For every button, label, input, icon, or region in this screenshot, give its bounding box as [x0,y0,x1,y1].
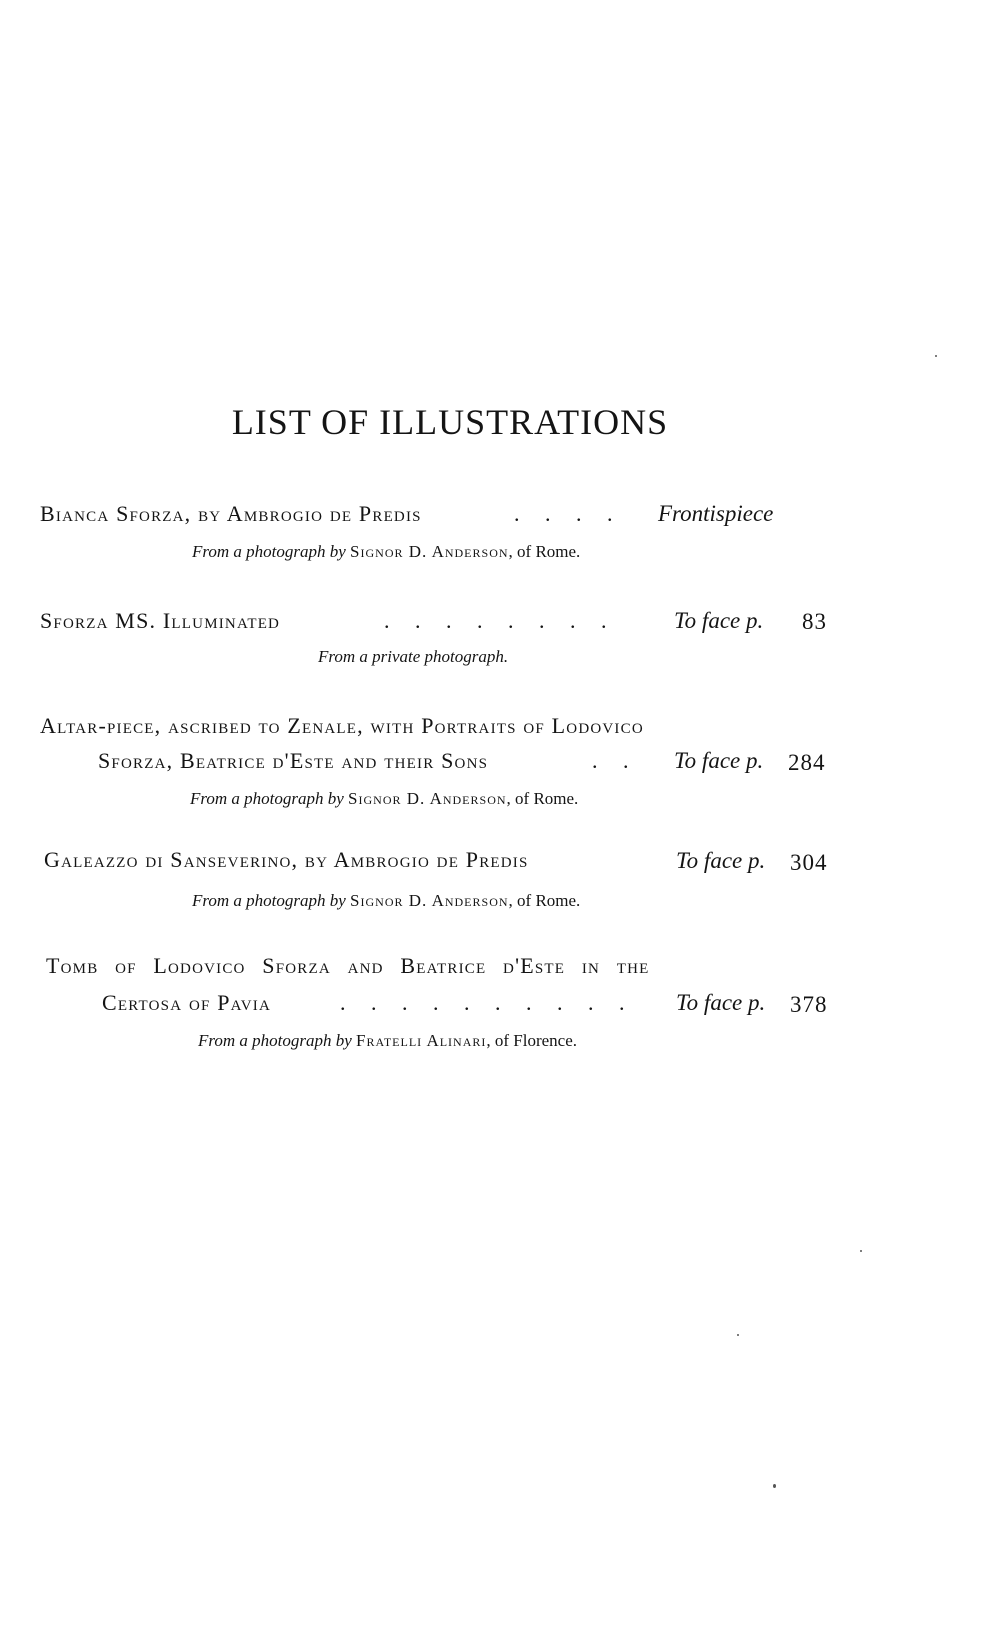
leader-dots: . . . . [514,501,623,526]
entry-placement: Frontispiece [658,501,774,526]
credit-name: Signor D. Anderson [350,891,509,910]
credit-name: Fratelli Alinari [356,1031,487,1050]
entry-title: Sforza MS. Illuminated [40,608,281,633]
credit-prefix: From a photograph by [190,789,344,808]
scan-speck [860,1250,862,1252]
credit-suffix: , of Rome. [506,789,579,808]
entry-title-line-2: Certosa of Pavia [102,990,272,1015]
entry-credit [318,648,508,665]
entry-credit [192,892,580,909]
credit-name: Signor D. Anderson [350,542,509,561]
scan-speck [773,1484,776,1488]
entry-credit [198,1032,577,1049]
entry-placement: To face p. [674,748,764,773]
leader-dots: . . [592,748,639,773]
leader-dots: . . . . . . . . . . [340,990,635,1015]
entry-title-line-2: Sforza, Beatrice d'Este and their Sons [98,748,489,773]
entry-title: Bianca Sforza, by Ambrogio de Predis [40,501,422,526]
entry-placement: To face p. [674,608,764,633]
credit-prefix: From a private photograph. [318,647,509,666]
credit-prefix: From a photograph by [198,1031,352,1050]
scan-speck [737,1334,739,1336]
entry-page-number: 83 [802,609,827,634]
entry-credit [192,543,580,560]
entry-credit [190,790,578,807]
entry-title: Galeazzo di Sanseverino, by Ambrogio de Predis [44,847,529,872]
leader-dots: . . . . . . . . [384,608,617,633]
entry-title-line-1: Altar-piece, ascribed to Zenale, with Portraits of Lodovico [40,713,644,738]
scan-speck [935,355,937,357]
entry-page-number: 284 [788,750,826,775]
page-title: LIST OF ILLUSTRATIONS [231,402,669,442]
credit-name: Signor D. Anderson [348,789,507,808]
credit-suffix: , of Rome. [508,542,581,561]
credit-suffix: , of Rome. [508,891,581,910]
entry-page-number: 378 [790,992,828,1017]
entry-title-line-1: Tomb of Lodovico Sforza and Beatrice d'Este in the [46,953,650,978]
credit-suffix: , of Florence. [486,1031,578,1050]
entry-page-number: 304 [790,850,828,875]
entry-placement: To face p. [676,848,766,873]
credit-prefix: From a photograph by [192,891,346,910]
entry-placement: To face p. [676,990,766,1015]
credit-prefix: From a photograph by [192,542,346,561]
